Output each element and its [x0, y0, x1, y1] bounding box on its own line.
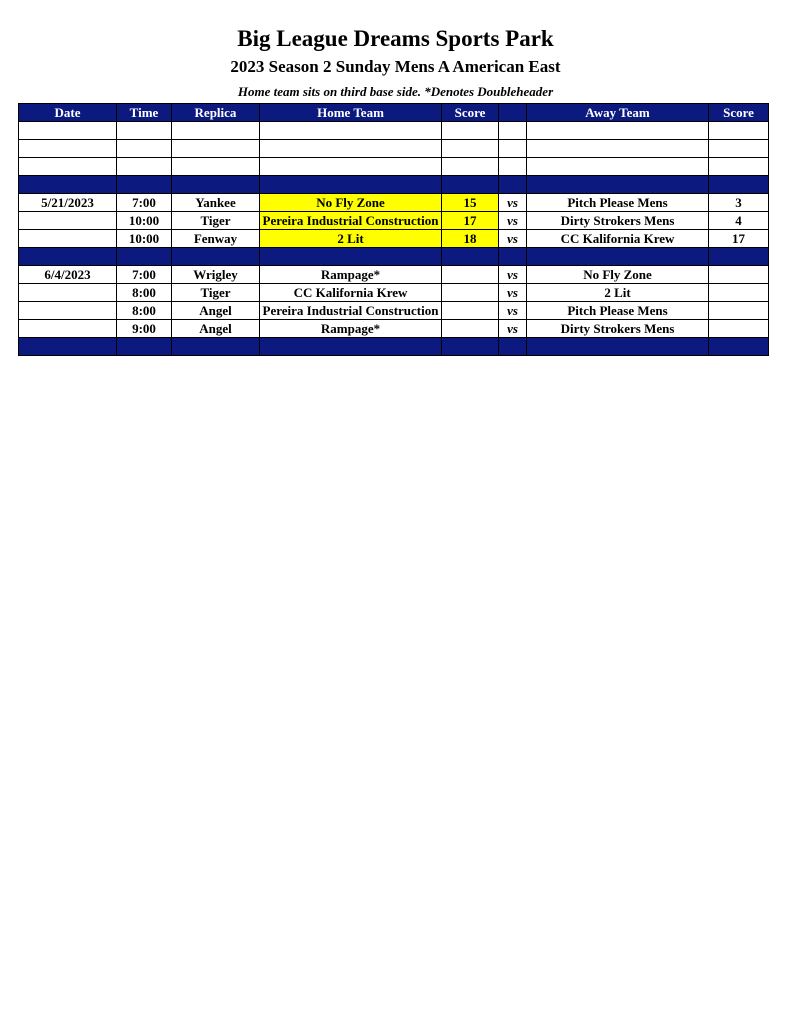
col-home-score: Score	[442, 104, 499, 122]
col-vs	[499, 104, 527, 122]
home-score	[442, 302, 499, 320]
table-row	[19, 284, 769, 302]
game-field: Tiger	[172, 212, 260, 230]
home-score: 17	[442, 212, 499, 230]
away-team: No Fly Zone	[527, 266, 709, 284]
game-time: 7:00	[117, 194, 172, 212]
table-row	[19, 212, 769, 230]
game-field: Angel	[172, 320, 260, 338]
game-field: Tiger	[172, 284, 260, 302]
vs-label: vs	[499, 320, 527, 338]
away-team: Dirty Strokers Mens	[527, 212, 709, 230]
empty-row	[19, 122, 769, 140]
away-score	[709, 284, 769, 302]
home-team: Pereira Industrial Construction	[260, 302, 442, 320]
separator-band	[19, 176, 769, 194]
game-date	[19, 284, 117, 302]
col-date: Date	[19, 104, 117, 122]
game-date	[19, 212, 117, 230]
away-score	[709, 266, 769, 284]
home-score: 15	[442, 194, 499, 212]
table-row	[19, 194, 769, 212]
home-score	[442, 266, 499, 284]
separator-band	[19, 248, 769, 266]
game-field: Angel	[172, 302, 260, 320]
game-time: 10:00	[117, 212, 172, 230]
col-away-team: Away Team	[527, 104, 709, 122]
page-subtitle: 2023 Season 2 Sunday Mens A American East	[230, 57, 561, 76]
game-time: 10:00	[117, 230, 172, 248]
game-time: 7:00	[117, 266, 172, 284]
game-time: 8:00	[117, 302, 172, 320]
home-score	[442, 284, 499, 302]
game-date	[19, 230, 117, 248]
game-field: Wrigley	[172, 266, 260, 284]
game-date	[19, 302, 117, 320]
vs-label: vs	[499, 212, 527, 230]
game-field: Yankee	[172, 194, 260, 212]
game-field: Fenway	[172, 230, 260, 248]
game-date	[19, 320, 117, 338]
vs-label: vs	[499, 302, 527, 320]
col-home-team: Home Team	[260, 104, 442, 122]
game-time: 8:00	[117, 284, 172, 302]
schedule-table	[18, 103, 769, 356]
game-date: 5/21/2023	[19, 194, 117, 212]
away-team: Pitch Please Mens	[527, 302, 709, 320]
game-time: 9:00	[117, 320, 172, 338]
vs-label: vs	[499, 266, 527, 284]
table-row	[19, 302, 769, 320]
home-team: No Fly Zone	[260, 194, 442, 212]
page-title: Big League Dreams Sports Park	[237, 26, 554, 51]
home-team: Rampage*	[260, 320, 442, 338]
table-row	[19, 266, 769, 284]
col-time: Time	[117, 104, 172, 122]
col-replica: Replica	[172, 104, 260, 122]
table-row	[19, 230, 769, 248]
home-team: Rampage*	[260, 266, 442, 284]
vs-label: vs	[499, 284, 527, 302]
home-score	[442, 320, 499, 338]
vs-label: vs	[499, 194, 527, 212]
away-team: CC Kalifornia Krew	[527, 230, 709, 248]
vs-label: vs	[499, 230, 527, 248]
schedule-note: Home team sits on third base side. *Denotes Doubleheader	[237, 84, 554, 99]
away-team: Dirty Strokers Mens	[527, 320, 709, 338]
home-team: CC Kalifornia Krew	[260, 284, 442, 302]
away-team: 2 Lit	[527, 284, 709, 302]
home-team: 2 Lit	[260, 230, 442, 248]
home-team: Pereira Industrial Construction	[260, 212, 442, 230]
away-score	[709, 320, 769, 338]
col-away-score: Score	[709, 104, 769, 122]
away-score: 17	[709, 230, 769, 248]
away-score: 3	[709, 194, 769, 212]
header-row	[19, 104, 769, 122]
home-score: 18	[442, 230, 499, 248]
empty-row	[19, 158, 769, 176]
separator-band	[19, 338, 769, 356]
empty-row	[19, 140, 769, 158]
away-score: 4	[709, 212, 769, 230]
table-row	[19, 320, 769, 338]
away-team: Pitch Please Mens	[527, 194, 709, 212]
away-score	[709, 302, 769, 320]
game-date: 6/4/2023	[19, 266, 117, 284]
